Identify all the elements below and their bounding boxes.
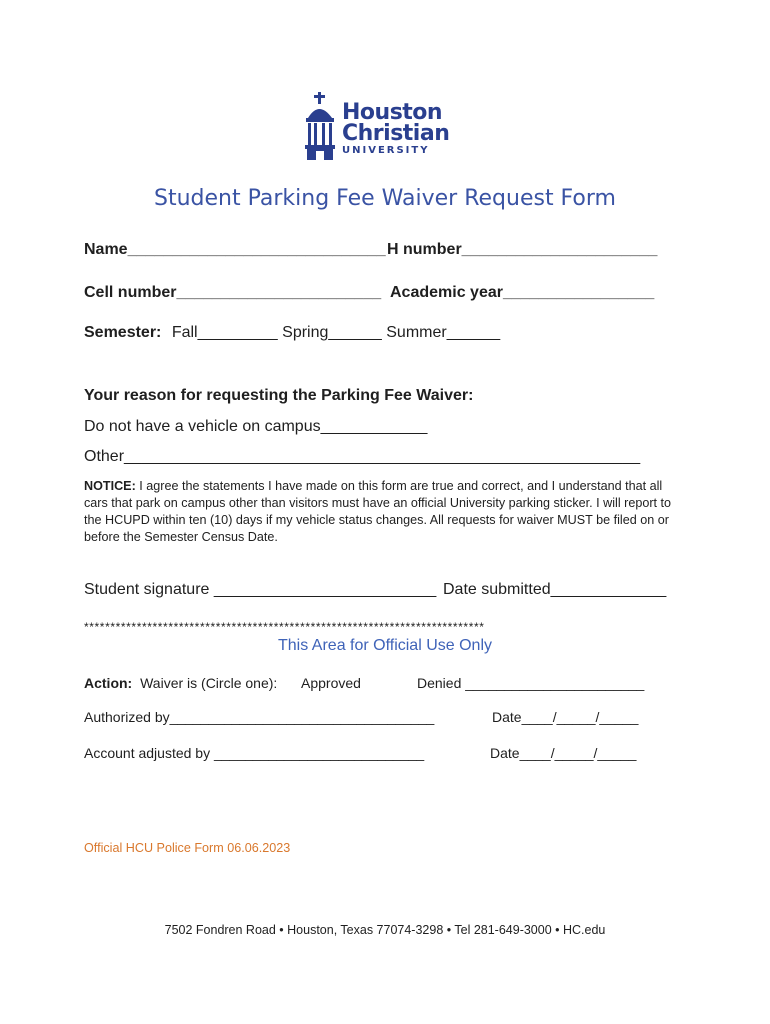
spring-field[interactable]: Spring______ <box>282 324 382 341</box>
address-footer: 7502 Fondren Road • Houston, Texas 77074-3298 • Tel 281-649-3000 • HC.edu <box>164 923 606 937</box>
h-number-field[interactable]: H number______________________ <box>387 241 658 258</box>
name-field[interactable]: Name_____________________________ <box>84 241 386 258</box>
reason-heading: Your reason for requesting the Parking Fee Waiver: <box>84 387 474 404</box>
notice-text: I agree the statements I have made on this form are true and correct, and I understand that all cars that park on campus other than visitors must have an official University parking sticker. I will report to the HCUPD within ten (10) days if my vehicle status changes. All requests for waiver MUST be filed on or before the Semester Census Date. <box>84 479 672 544</box>
authorized-by-field[interactable]: Authorized by__________________________________ <box>84 709 435 725</box>
cell-number-field[interactable]: Cell number_______________________ <box>84 284 382 301</box>
official-use-heading: This Area for Official Use Only <box>278 637 492 654</box>
form-id: Official HCU Police Form 06.06.2023 <box>84 841 291 855</box>
action-label: Action: <box>84 675 133 691</box>
approved-option[interactable]: Approved <box>301 675 361 691</box>
student-signature-field[interactable]: Student signature _________________________ <box>84 581 437 598</box>
no-vehicle-option[interactable]: Do not have a vehicle on campus____________ <box>84 418 428 435</box>
account-adjusted-date-field[interactable]: Date____/_____/_____ <box>490 745 637 761</box>
form-title: Student Parking Fee Waiver Request Form <box>154 186 616 211</box>
fall-field[interactable]: Fall_________ <box>171 324 278 341</box>
waiver-text: Waiver is (Circle one): <box>140 675 278 691</box>
date-submitted-field[interactable]: Date submitted_____________ <box>443 581 667 598</box>
account-adjusted-field[interactable]: Account adjusted by ___________________________ <box>84 745 425 761</box>
logo-university: UNIVERSITY <box>342 145 430 156</box>
action-row <box>84 675 277 691</box>
denied-option[interactable]: Denied _______________________ <box>417 675 645 691</box>
logo-houston: Houston <box>342 100 443 125</box>
notice-paragraph <box>84 478 684 546</box>
star-divider: **************************************************************************** <box>84 620 485 634</box>
academic-year-field[interactable]: Academic year_________________ <box>390 284 655 301</box>
other-reason-field[interactable]: Other__________________________________________________________ <box>84 448 641 465</box>
authorized-date-field[interactable]: Date____/_____/_____ <box>492 709 639 725</box>
semester-row <box>84 324 500 342</box>
summer-field[interactable]: Summer______ <box>386 324 501 341</box>
logo-christian: Christian <box>342 121 450 146</box>
notice-label: NOTICE: <box>84 479 136 493</box>
semester-label: Semester: <box>84 324 162 341</box>
